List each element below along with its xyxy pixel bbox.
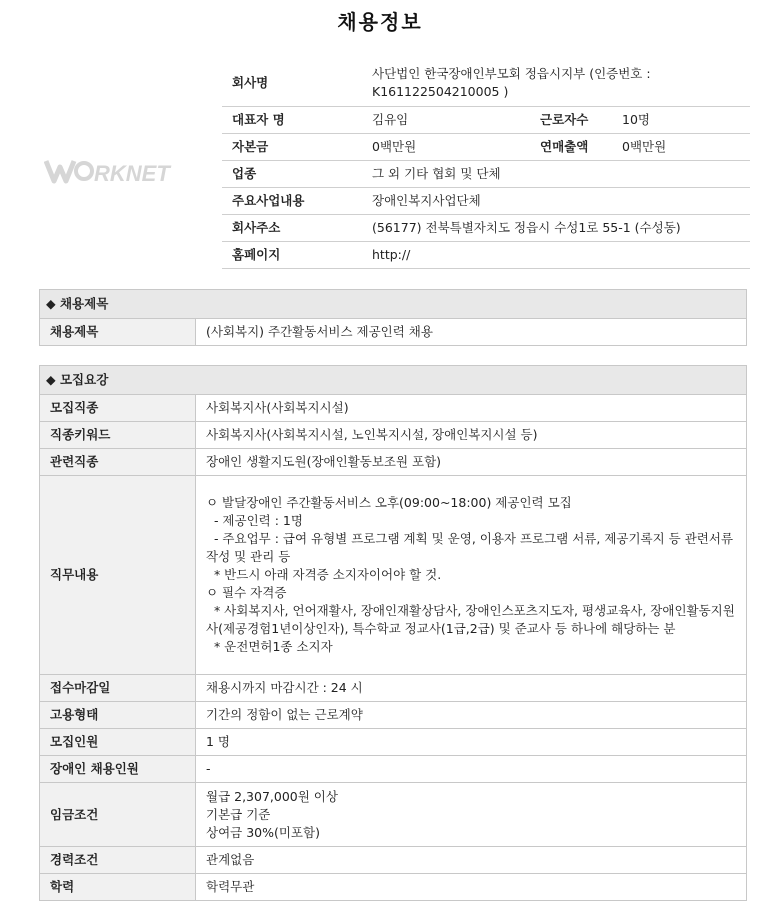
job-title-section-header: ◆ 채용제목 [40, 290, 747, 319]
recruit-row-value: 장애인 생활지도원(장애인활동보조원 포함) [196, 449, 747, 476]
homepage-link[interactable]: http:// [360, 241, 750, 268]
recruit-row-label: 접수마감일 [40, 675, 196, 702]
recruit-row-label: 관련직종 [40, 449, 196, 476]
homepage-label: 홈페이지 [222, 241, 360, 268]
recruit-row-label: 임금조건 [40, 783, 196, 847]
recruit-row-value: 채용시까지 마감시간 : 24 시 [196, 675, 747, 702]
ceo-value: 김유임 [360, 106, 536, 133]
recruit-row-label: 직무내용 [40, 476, 196, 675]
job-title-value: (사회복지) 주간활동서비스 제공인력 채용 [196, 319, 747, 346]
recruit-row-value: 사회복지사(사회복지시설, 노인복지시설, 장애인복지시설 등) [196, 422, 747, 449]
recruit-row-label: 경력조건 [40, 847, 196, 874]
capital-value: 0백만원 [360, 133, 536, 160]
company-name-label: 회사명 [222, 60, 360, 106]
recruit-row-value: 1 명 [196, 729, 747, 756]
sales-value: 0백만원 [614, 133, 750, 160]
recruit-row-label: 모집직종 [40, 395, 196, 422]
business-label: 주요사업내용 [222, 187, 360, 214]
recruit-section-header: ◆ 모집요강 [40, 366, 747, 395]
employees-label: 근로자수 [536, 106, 614, 133]
address-label: 회사주소 [222, 214, 360, 241]
address-value: (56177) 전북특별자치도 정읍시 수성1로 55-1 (수성동) [360, 214, 750, 241]
worknet-logo [44, 155, 194, 187]
recruit-row-label: 고용형태 [40, 702, 196, 729]
svg-text:RKNET: RKNET [94, 161, 170, 186]
company-info-table [222, 60, 750, 269]
recruit-row-value: - [196, 756, 747, 783]
job-title-section [39, 289, 747, 346]
recruit-row-label: 모집인원 [40, 729, 196, 756]
page-title: 채용정보 [337, 10, 423, 34]
recruit-row-value: 월급 2,307,000원 이상 기본급 기준 상여금 30%(미포함) [196, 783, 747, 847]
sales-label: 연매출액 [536, 133, 614, 160]
recruit-row-value: 기간의 정함이 없는 근로계약 [196, 702, 747, 729]
ceo-label: 대표자 명 [222, 106, 360, 133]
industry-label: 업종 [222, 160, 360, 187]
employees-value: 10명 [614, 106, 750, 133]
company-name-value: 사단법인 한국장애인부모회 정읍시지부 (인증번호 : K161122504210005 ) [360, 60, 750, 106]
recruit-row-value: ㅇ 발달장애인 주간활동서비스 오후(09:00~18:00) 제공인력 모집 - 제공인력 : 1명 - 주요업무 : 급여 유형별 프로그램 계획 및 운영, 이용자 프로그램 서류, 제공기록지 등 관련서류 작성 및 관리 등 * 반드시 아래 자격증 소지자이어야 할 것. ㅇ 필수 자격증 * 사회복지사, 언어재활사, 장애인재활상담사, 장애인스포츠지도자, 평생교육사, 장애인활동지원사(제공경험1년이상인자), 특수학교 정교사(1급,2급) 및 준교사 등 하나에 해당하는 분 * 운전면허1종 소지자 [196, 476, 747, 675]
capital-label: 자본금 [222, 133, 360, 160]
recruit-row-value: 학력무관 [196, 874, 747, 901]
industry-value: 그 외 기타 협회 및 단체 [360, 160, 750, 187]
recruit-row-label: 학력 [40, 874, 196, 901]
business-value: 장애인복지사업단체 [360, 187, 750, 214]
job-title-label: 채용제목 [40, 319, 196, 346]
recruit-row-value: 사회복지사(사회복지시설) [196, 395, 747, 422]
recruit-row-label: 장애인 채용인원 [40, 756, 196, 783]
recruit-section [39, 365, 747, 901]
recruit-row-label: 직종키워드 [40, 422, 196, 449]
recruit-row-value: 관계없음 [196, 847, 747, 874]
